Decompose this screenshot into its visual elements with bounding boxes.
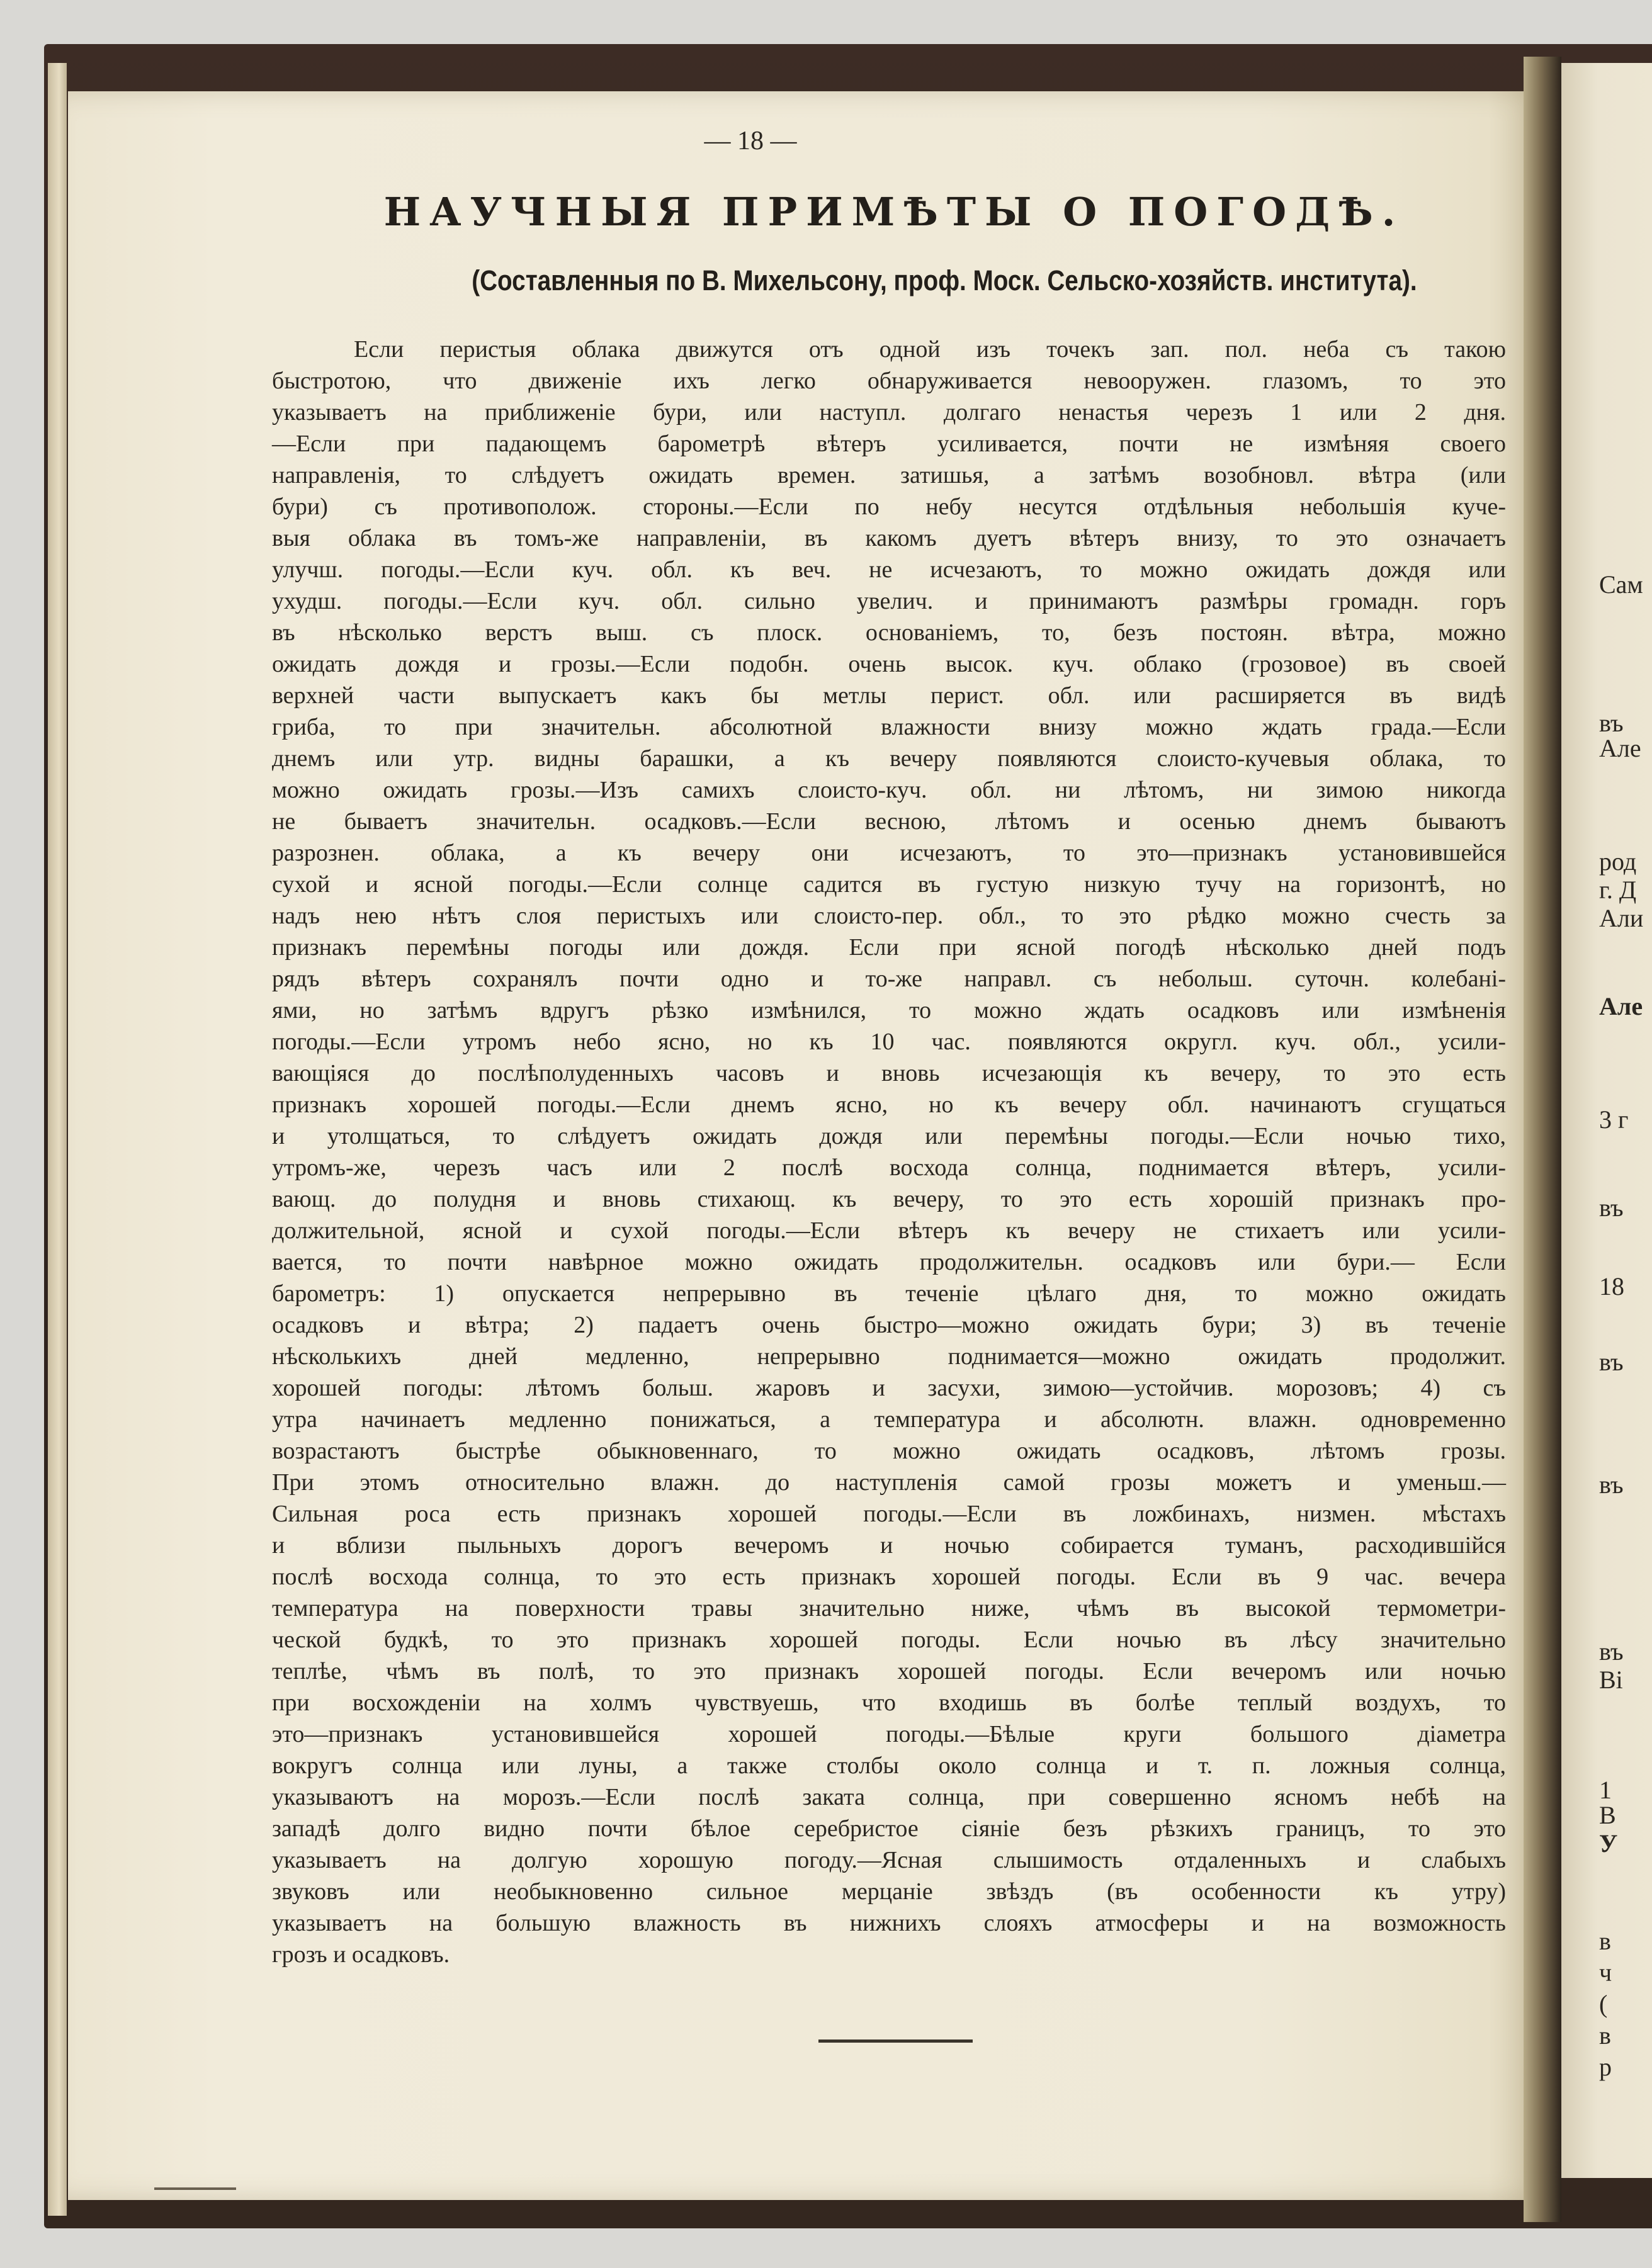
text-line: вающіяся до послѣполуденныхъ часовъ и вновь исчезающія къ вечеру, то это есть [272, 1060, 1506, 1086]
text-line: Если перистыя облака движутся отъ одной изъ точекъ зап. пол. неба съ такою [354, 336, 1506, 363]
text-line: не бываетъ значительн. осадковъ.—Если весною, лѣтомъ и осенью днемъ бываютъ [272, 808, 1506, 835]
article-body [272, 334, 1506, 1970]
text-line: указываетъ на долгую хорошую погоду.—Ясная слышимость отдаленныхъ и слабыхъ [272, 1847, 1506, 1873]
page-number: — 18 — [704, 127, 797, 155]
next-page-fragment: въ [1599, 1348, 1624, 1376]
text-line: ухудш. погоды.—Если куч. обл. сильно увелич. и принимаютъ размѣры громадн. горъ [272, 588, 1506, 614]
next-page-fragment: въ [1599, 1637, 1624, 1666]
text-line: —Если при падающемъ барометрѣ вѣтеръ усиливается, почти не измѣняя своего [272, 431, 1506, 457]
text-line: вающ. до полудня и вновь стихающ. къ вечеру, то это есть хорошій признакъ про- [272, 1186, 1506, 1212]
text-line: улучш. погоды.—Если куч. обл. къ веч. не исчезаютъ, то можно ожидать дождя или [272, 556, 1506, 583]
text-line: утромъ-же, черезъ часъ или 2 послѣ восхода солнца, поднимается вѣтеръ, усили- [272, 1154, 1506, 1181]
text-line: и утолщаться, то слѣдуетъ ожидать дождя или перемѣны погоды.—Если ночью тихо, [272, 1123, 1506, 1149]
text-line: сухой и ясной погоды.—Если солнце садится въ густую низкую тучу на горизонтѣ, но [272, 871, 1506, 898]
next-page-fragment: г. Д [1599, 876, 1637, 904]
text-line: признакъ хорошей погоды.—Если днемъ ясно, но къ вечеру обл. начинаютъ сгущаться [272, 1092, 1506, 1118]
text-line: разрознен. облака, а къ вечеру они исчезаютъ, то это—признакъ установившейся [272, 840, 1506, 866]
text-line: нѣсколькихъ дней медленно, непрерывно поднимается—можно ожидать продолжит. [272, 1343, 1506, 1370]
text-line: хорошей погоды: лѣтомъ больш. жаровъ и засухи, зимою—устойчив. морозовъ; 4) съ [272, 1375, 1506, 1401]
bottom-mark [154, 2187, 236, 2190]
text-line: въ нѣсколько верстъ выш. съ плоск. основаніемъ, то, безъ постоян. вѣтра, можно [272, 619, 1506, 646]
text-line: При этомъ относительно влажн. до наступленія самой грозы можетъ и уменьш.— [272, 1469, 1506, 1496]
text-line: и вблизи пыльныхъ дорогъ вечеромъ и ночью собирается туманъ, расходившійся [272, 1532, 1506, 1559]
text-line: теплѣе, чѣмъ въ полѣ, то это признакъ хорошей погоды. Если вечеромъ или ночью [272, 1658, 1506, 1684]
text-line: днемъ или утр. видны барашки, а къ вечеру появляются слоисто-кучевыя облака, то [272, 745, 1506, 772]
text-line: грозъ и осадковъ. [272, 1941, 450, 1968]
text-line: надъ нею нѣтъ слоя перистыхъ или слоисто-пер. обл., то это рѣдко можно счесть за [272, 903, 1506, 929]
text-line: можно ожидать грозы.—Изъ самихъ слоисто-куч. обл. ни лѣтомъ, ни зимою никогда [272, 777, 1506, 803]
end-rule [818, 2040, 973, 2043]
next-page-fragment: Але [1599, 734, 1641, 762]
text-line: барометръ: 1) опускается непрерывно въ теченіе цѣлаго дня, то можно ожидать [272, 1280, 1506, 1307]
text-line: быстротою, что движеніе ихъ легко обнаруживается невооружен. глазомъ, то это [272, 368, 1506, 394]
next-page-fragment: В [1599, 1801, 1616, 1829]
text-line: вокругъ солнца или луны, а также столбы около солнца и т. п. ложныя солнца, [272, 1752, 1506, 1779]
text-line: западѣ долго видно почти бѣлое серебристое сіяніе безъ рѣзкихъ границъ, то это [272, 1815, 1506, 1842]
text-line: рядъ вѣтеръ сохранялъ почти одно и то-же направл. съ небольш. суточн. колебані- [272, 966, 1506, 992]
next-page-fragment: 18 [1599, 1272, 1624, 1300]
text-line: должительной, ясной и сухой погоды.—Если вѣтеръ къ вечеру не стихаетъ или усили- [272, 1217, 1506, 1244]
text-line: ожидать дождя и грозы.—Если подобн. очень высок. куч. облако (грозовое) въ своей [272, 651, 1506, 677]
next-page-fragment: въ [1599, 1193, 1624, 1222]
next-page-fragment: въ [1599, 709, 1624, 737]
next-page-fragment: Али [1599, 904, 1644, 932]
text-line: звуковъ или необыкновенно сильное мерцаніе звѣздъ (въ особенности къ утру) [272, 1878, 1506, 1905]
next-page-fragment: въ [1599, 1470, 1624, 1499]
text-line: это—признакъ установившейся хорошей погоды.—Бѣлые круги большого діаметра [272, 1721, 1506, 1747]
next-page-fragment: р [1599, 2053, 1612, 2081]
text-line: послѣ восхода солнца, то это есть признакъ хорошей погоды. Если въ 9 час. вечера [272, 1564, 1506, 1590]
text-line: осадковъ и вѣтра; 2) падаетъ очень быстро—можно ожидать бури; 3) въ теченіе [272, 1312, 1506, 1338]
next-page-fragment: в [1599, 2021, 1611, 2050]
text-line: при восхожденіи на холмъ чувствуешь, что входишь въ болѣе теплый воздухъ, то [272, 1690, 1506, 1716]
text-line: ями, но затѣмъ вдругъ рѣзко измѣнился, то можно ждать осадковъ или измѣненія [272, 997, 1506, 1024]
text-line: верхней части выпускаетъ какъ бы метлы перист. обл. или расширяется въ видѣ [272, 682, 1506, 709]
next-page-peek [1561, 63, 1652, 2178]
text-line: возрастаютъ быстрѣе обыкновеннаго, то можно ожидать осадковъ, лѣтомъ грозы. [272, 1438, 1506, 1464]
text-line: Сильная роса есть признакъ хорошей погоды.—Если въ ложбинахъ, низмен. мѣстахъ [272, 1501, 1506, 1527]
text-line: выя облака въ томъ-же направленіи, въ какомъ дуетъ вѣтеръ внизу, то это означаетъ [272, 525, 1506, 551]
page-title: НАУЧНЫЯ ПРИМѢТЫ О ПОГОДѢ. [383, 189, 1405, 235]
next-page-fragment: ( [1599, 1990, 1608, 2018]
text-line: указываютъ на морозъ.—Если послѣ заката солнца, при совершенно ясномъ небѣ на [272, 1784, 1506, 1810]
text-line: утра начинаетъ медленно понижаться, а температура и абсолютн. влажн. одновременно [272, 1406, 1506, 1433]
text-line: указываетъ на приближеніе бури, или наступл. долгаго ненастья черезъ 1 или 2 дня. [272, 399, 1506, 426]
text-line: температура на поверхности травы значительно ниже, чѣмъ въ высокой термометри- [272, 1595, 1506, 1622]
text-line: признакъ перемѣны погоды или дождя. Если при ясной погодѣ нѣсколько дней подъ [272, 934, 1506, 961]
next-page-fragment: Сам [1599, 570, 1643, 599]
text-line: бури) съ противополож. стороны.—Если по небу несутся отдѣльныя небольшія куче- [272, 494, 1506, 520]
next-page-fragment: Ві [1599, 1666, 1623, 1694]
next-page-fragment: Але [1599, 992, 1643, 1020]
page-subtitle: (Составленныя по В. Михельсону, проф. Моск. Сельско-хозяйств. института). [472, 264, 1417, 296]
next-page-fragment: 3 г [1599, 1105, 1629, 1134]
text-line: направленія, то слѣдуетъ ожидать времен. затишья, а затѣмъ возобновл. вѣтра (или [272, 462, 1506, 488]
text-line: гриба, то при значительн. абсолютной влажности внизу можно ждать града.—Если [272, 714, 1506, 740]
next-page-fragment: род [1599, 847, 1637, 876]
next-page-fragment: 1 [1599, 1776, 1612, 1804]
page-edge [48, 63, 67, 2216]
next-page-fragment: в [1599, 1927, 1611, 1955]
text-line: указываетъ на большую влажность въ нижнихъ слояхъ атмосферы и на возможность [272, 1910, 1506, 1936]
next-page-fragment: У [1599, 1829, 1618, 1858]
text-line: вается, то почти навѣрное можно ожидать продолжительн. осадковъ или бури.— Если [272, 1249, 1506, 1275]
book-gutter [1524, 57, 1561, 2222]
text-line: ческой будкѣ, то это признакъ хорошей погоды. Если ночью въ лѣсу значительно [272, 1627, 1506, 1653]
text-line: погоды.—Если утромъ небо ясно, но къ 10 час. появляются округл. куч. обл., усили- [272, 1029, 1506, 1055]
next-page-fragment: ч [1599, 1958, 1612, 1987]
